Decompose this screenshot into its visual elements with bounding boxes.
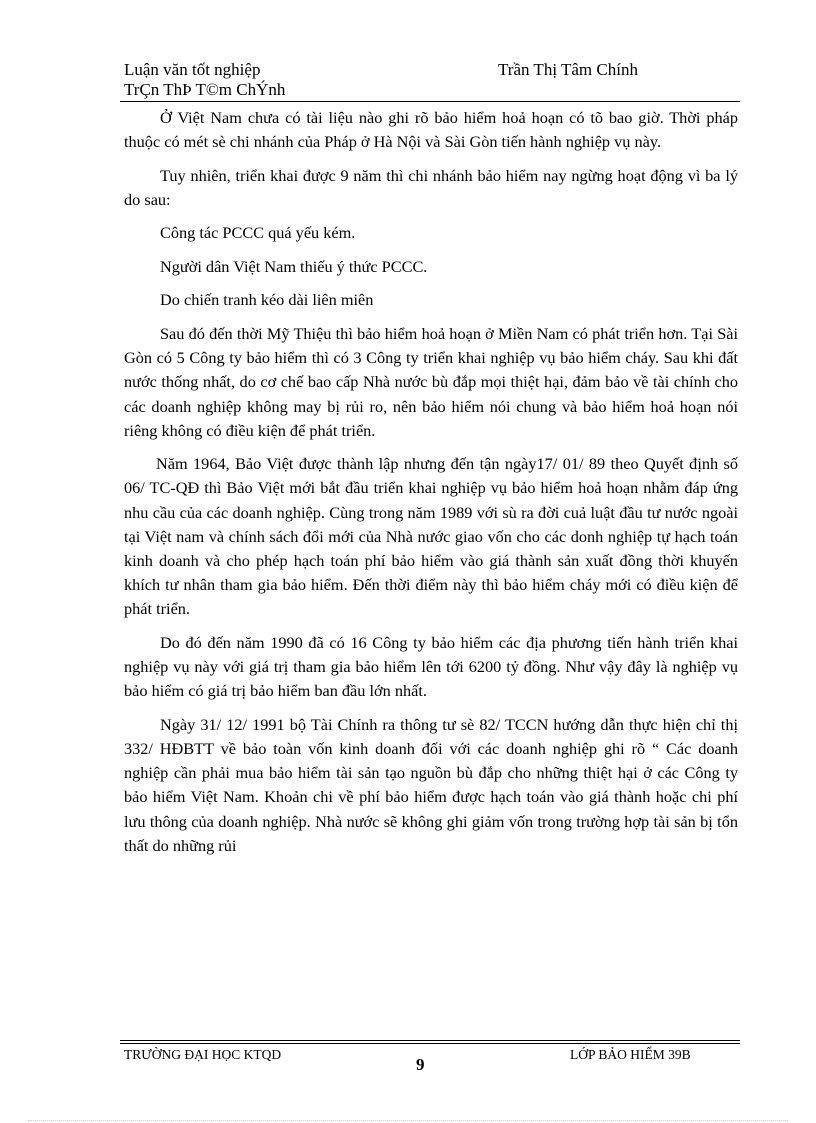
reason-item-pccc-weak: Công tác PCCC quá yếu kém. <box>160 223 356 243</box>
paragraph-southern-development: Sau đó đến thời Mỹ Thiệu thì bảo hiểm hoả hoạn ở Miền Nam có phát triển hơn. Tại Sài Gòn có 5 Công ty bảo hiểm thì có 3 Công ty triển khai nghiệp vụ bảo hiểm cháy. Sau khi đất nước thống nhất, do cơ chế bao cấp Nhà nước bù đắp mọi thiệt hại, đảm bảo về tài chính cho các doanh nghiệp không may bị rủi ro, nên bảo hiểm nói chung và bảo hiểm hoả hoạn nói riêng không có điều kiện để phát triển. <box>124 323 738 440</box>
header-thesis-title: Luận văn tốt nghiệp <box>124 60 261 79</box>
paragraph-bao-viet-founding: Năm 1964, Bảo Việt được thành lập nhưng đến tận ngày17/ 01/ 89 theo Quyết định số 06/ TC-QĐ thì Bảo Việt mới bắt đầu triển khai nghiệp vụ bảo hiểm hoả hoạn nhằm đáp ứng nhu cầu của các doanh nghiệp. Cùng trong năm 1989 với sù ra đời cuả luật đầu tư nước ngoài tại Việt nam và chính sách đổi mới của Nhà nước giao vốn cho các donh nghiệp tự hạch toán kinh doanh và cho phép hạch toán phí bảo hiểm vào giá thành sản xuất đồng thời khuyến khích tư nhân tham gia bảo hiểm. Đến thời điểm này thì bảo hiểm cháy mới có điều kiện để phát triển. <box>124 454 738 619</box>
footer-university: TRƯỜNG ĐẠI HỌC KTQD <box>124 1047 282 1062</box>
header-author-name: Trần Thị Tâm Chính <box>498 60 638 79</box>
paragraph-circular-82: Ngày 31/ 12/ 1991 bộ Tài Chính ra thông tư sè 82/ TCCN hướng dẫn thực hiện chỉ thị 332/ HĐBTT về bảo toàn vốn kinh doanh đối với các doanh nghiệp ghi rõ “ Các doanh nghiệp cần phải mua bảo hiểm tài sản tạo nguồn bù đắp cho những thiệt hại ở các Công ty bảo hiểm Việt Nam. Khoản chi về phí bảo hiểm được hạch toán vào giá thành hoặc chi phí lưu thông của doanh nghiệp. Nhà nước sẽ không ghi giảm vốn trong trường hợp tài sản bị tổn thất do những rủi <box>124 714 738 855</box>
page-edge-dotted-line <box>28 1120 788 1121</box>
footer-divider-bottom <box>120 1043 740 1044</box>
paragraph-1990-companies: Do đó đến năm 1990 đã có 16 Công ty bảo hiểm các địa phương tiến hành triển khai nghiệp vụ này với giá trị tham gia bảo hiểm lên tới 6200 tỷ đồng. Như vậy đây là nghiệp vụ bảo hiểm có giá trị bảo hiểm ban đầu lớn nhất. <box>124 632 738 701</box>
footer-class: LỚP BẢO HIỂM 39B <box>570 1047 691 1062</box>
body-text <box>124 106 738 867</box>
page-number: 9 <box>416 1055 425 1074</box>
header-author-garbled: TrÇn ThÞ T©m ChÝnh <box>124 80 286 99</box>
footer-divider-top <box>120 1040 740 1041</box>
paragraph-branch-closure: Tuy nhiên, triển khai được 9 năm thì chi nhánh bảo hiểm nay ngừng hoạt động vì ba lý do sau: <box>124 165 738 209</box>
reason-item-war: Do chiến tranh kéo dài liên miên <box>160 290 374 310</box>
reason-item-awareness: Người dân Việt Nam thiếu ý thức PCCC. <box>160 256 428 276</box>
paragraph-vietnam-history: Ở Việt Nam chưa có tài liệu nào ghi rõ bảo hiểm hoả hoạn có tõ bao giờ. Thời pháp thuộc có mét sè chi nhánh của Pháp ở Hà Nội và Sài Gòn tiến hành nghiệp vụ này. <box>124 108 738 152</box>
header-divider <box>120 101 740 102</box>
